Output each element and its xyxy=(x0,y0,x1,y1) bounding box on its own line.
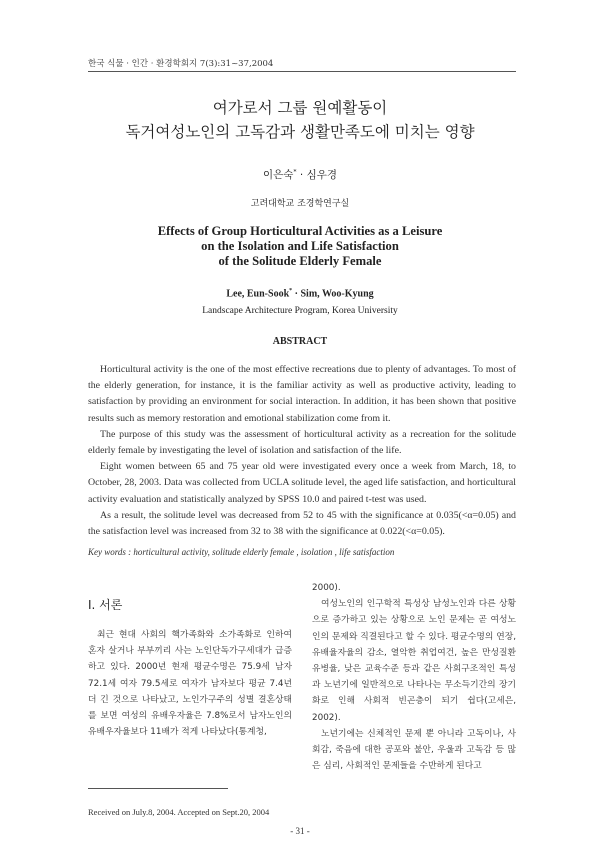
running-head: 한국 식물 · 인간 · 환경학회지 7(3):31~37,2004 xyxy=(88,59,274,69)
abstract-paragraph: Eight women between 65 and 75 year old were investigated every once a week from March, 18, to October, 28, 2003. Data was collected from UCLA solitude level, the aged life satisfaction, and horticultural activity evaluation and statistically analyzed by SPSS 10.0 and paired t-test was used. xyxy=(88,461,516,505)
english-author-separator: · xyxy=(292,288,301,300)
body-column-left xyxy=(88,627,292,740)
english-author1: Lee, Eun-Sook xyxy=(226,288,290,300)
body-paragraph: 여성노인의 인구학적 특성상 남성노인과 다른 상황으로 증가하고 있는 상황으로 노인 문제는 곧 여성노인의 문제와 직결된다고 할 수 있다. 평균수명의 연장, 유배율자율의 감소, 열악한 취업여건, 높은 만성질환 유병율, 낮은 교육수준 등과 같은 사회구조적인 특성과 노년기에 일반적으로 나타나는 무소득기간의 장기화로 인해 사회적 빈곤층이 되기 쉽다(고세은, 2002). xyxy=(312,599,516,723)
page-number: - 31 - xyxy=(290,826,310,836)
english-title-line1: Effects of Group Horticultural Activities as a Leisure xyxy=(157,224,443,238)
korean-author1: 이은숙 xyxy=(262,169,294,181)
abstract-body xyxy=(88,362,516,540)
body-paragraph: 노년기에는 신체적인 문제 뿐 아니라 고독이나, 사회감, 죽음에 대한 공포와 불안, 우울과 고독감 등 많은 심리, 사회적인 문제들을 수반하게 된다고 xyxy=(312,728,516,772)
abstract-paragraph: The purpose of this study was the assessment of horticultural activity as a recreation for the solitude elderly female by investigating the level of isolation and satisfaction of the life. xyxy=(88,428,516,457)
english-author2: Sim, Woo-Kyung xyxy=(300,288,374,300)
corresponding-mark: * xyxy=(293,168,297,176)
body-paragraph-continuation: 2000). xyxy=(312,583,341,593)
section-heading-introduction: Ⅰ. 서론 xyxy=(88,598,123,612)
abstract-paragraph: Horticultural activity is the one of the most effective recreations due to plenty of advantages. To most of the elderly generation, for instance, it is the familiar activity as well as productive activity, leading to satisfaction by providing an environment for social interaction. In addition, it has been shown that positive results such as memory restoration and emotional stabilization come from it. xyxy=(88,364,516,424)
korean-title-line2: 독거여성노인의 고독감과 생활만족도에 미치는 영향 xyxy=(125,123,475,141)
korean-title-line1: 여가로서 그룹 원예활동이 xyxy=(212,99,388,117)
korean-author2: 심우경 xyxy=(306,169,338,181)
english-title-line2: on the Isolation and Life Satisfaction xyxy=(201,239,399,253)
author-separator: · xyxy=(296,169,307,181)
header-rule xyxy=(88,71,516,72)
keywords: Key words : horticultural activity, solitude elderly female , isolation , life satisfaction xyxy=(88,547,395,557)
english-title-line3: of the Solitude Elderly Female xyxy=(218,254,382,268)
korean-authors xyxy=(80,167,520,182)
abstract-heading: ABSTRACT xyxy=(272,336,328,347)
korean-affiliation: 고려대학교 조경학연구실 xyxy=(250,199,350,209)
received-footnote: Received on July.8, 2004. Accepted on Sept.20, 2004 xyxy=(88,807,270,817)
footnote-rule xyxy=(88,788,228,789)
body-paragraph: 최근 현대 사회의 핵가족화와 소가족화로 인하여 혼자 살거나 부부끼리 사는 노인단독가구세대가 급증하고 있다. 2000년 현재 평균수명은 75.9세 남자 72.1세 여자 79.5세로 여자가 남자보다 평균 7.4년 더 긴 것으로 나타났고, 노인가구주의 성별 결혼상태를 보면 여성의 유배우자율은 7.8%로서 남자노인의 유배우자율보다 11배가 적게 나타났다(통계청, xyxy=(88,630,292,738)
body-column-right xyxy=(312,580,516,774)
english-corresponding-mark: * xyxy=(289,288,293,294)
english-title xyxy=(80,224,520,269)
english-authors xyxy=(80,288,520,299)
english-affiliation: Landscape Architecture Program, Korea University xyxy=(202,306,398,316)
abstract-paragraph: As a result, the solitude level was decreased from 52 to 45 with the significance at 0.035(<α=0.05) and the satisfaction level was increased from 32 to 38 with the significance at 0.022(<α=0.05). xyxy=(88,509,516,538)
